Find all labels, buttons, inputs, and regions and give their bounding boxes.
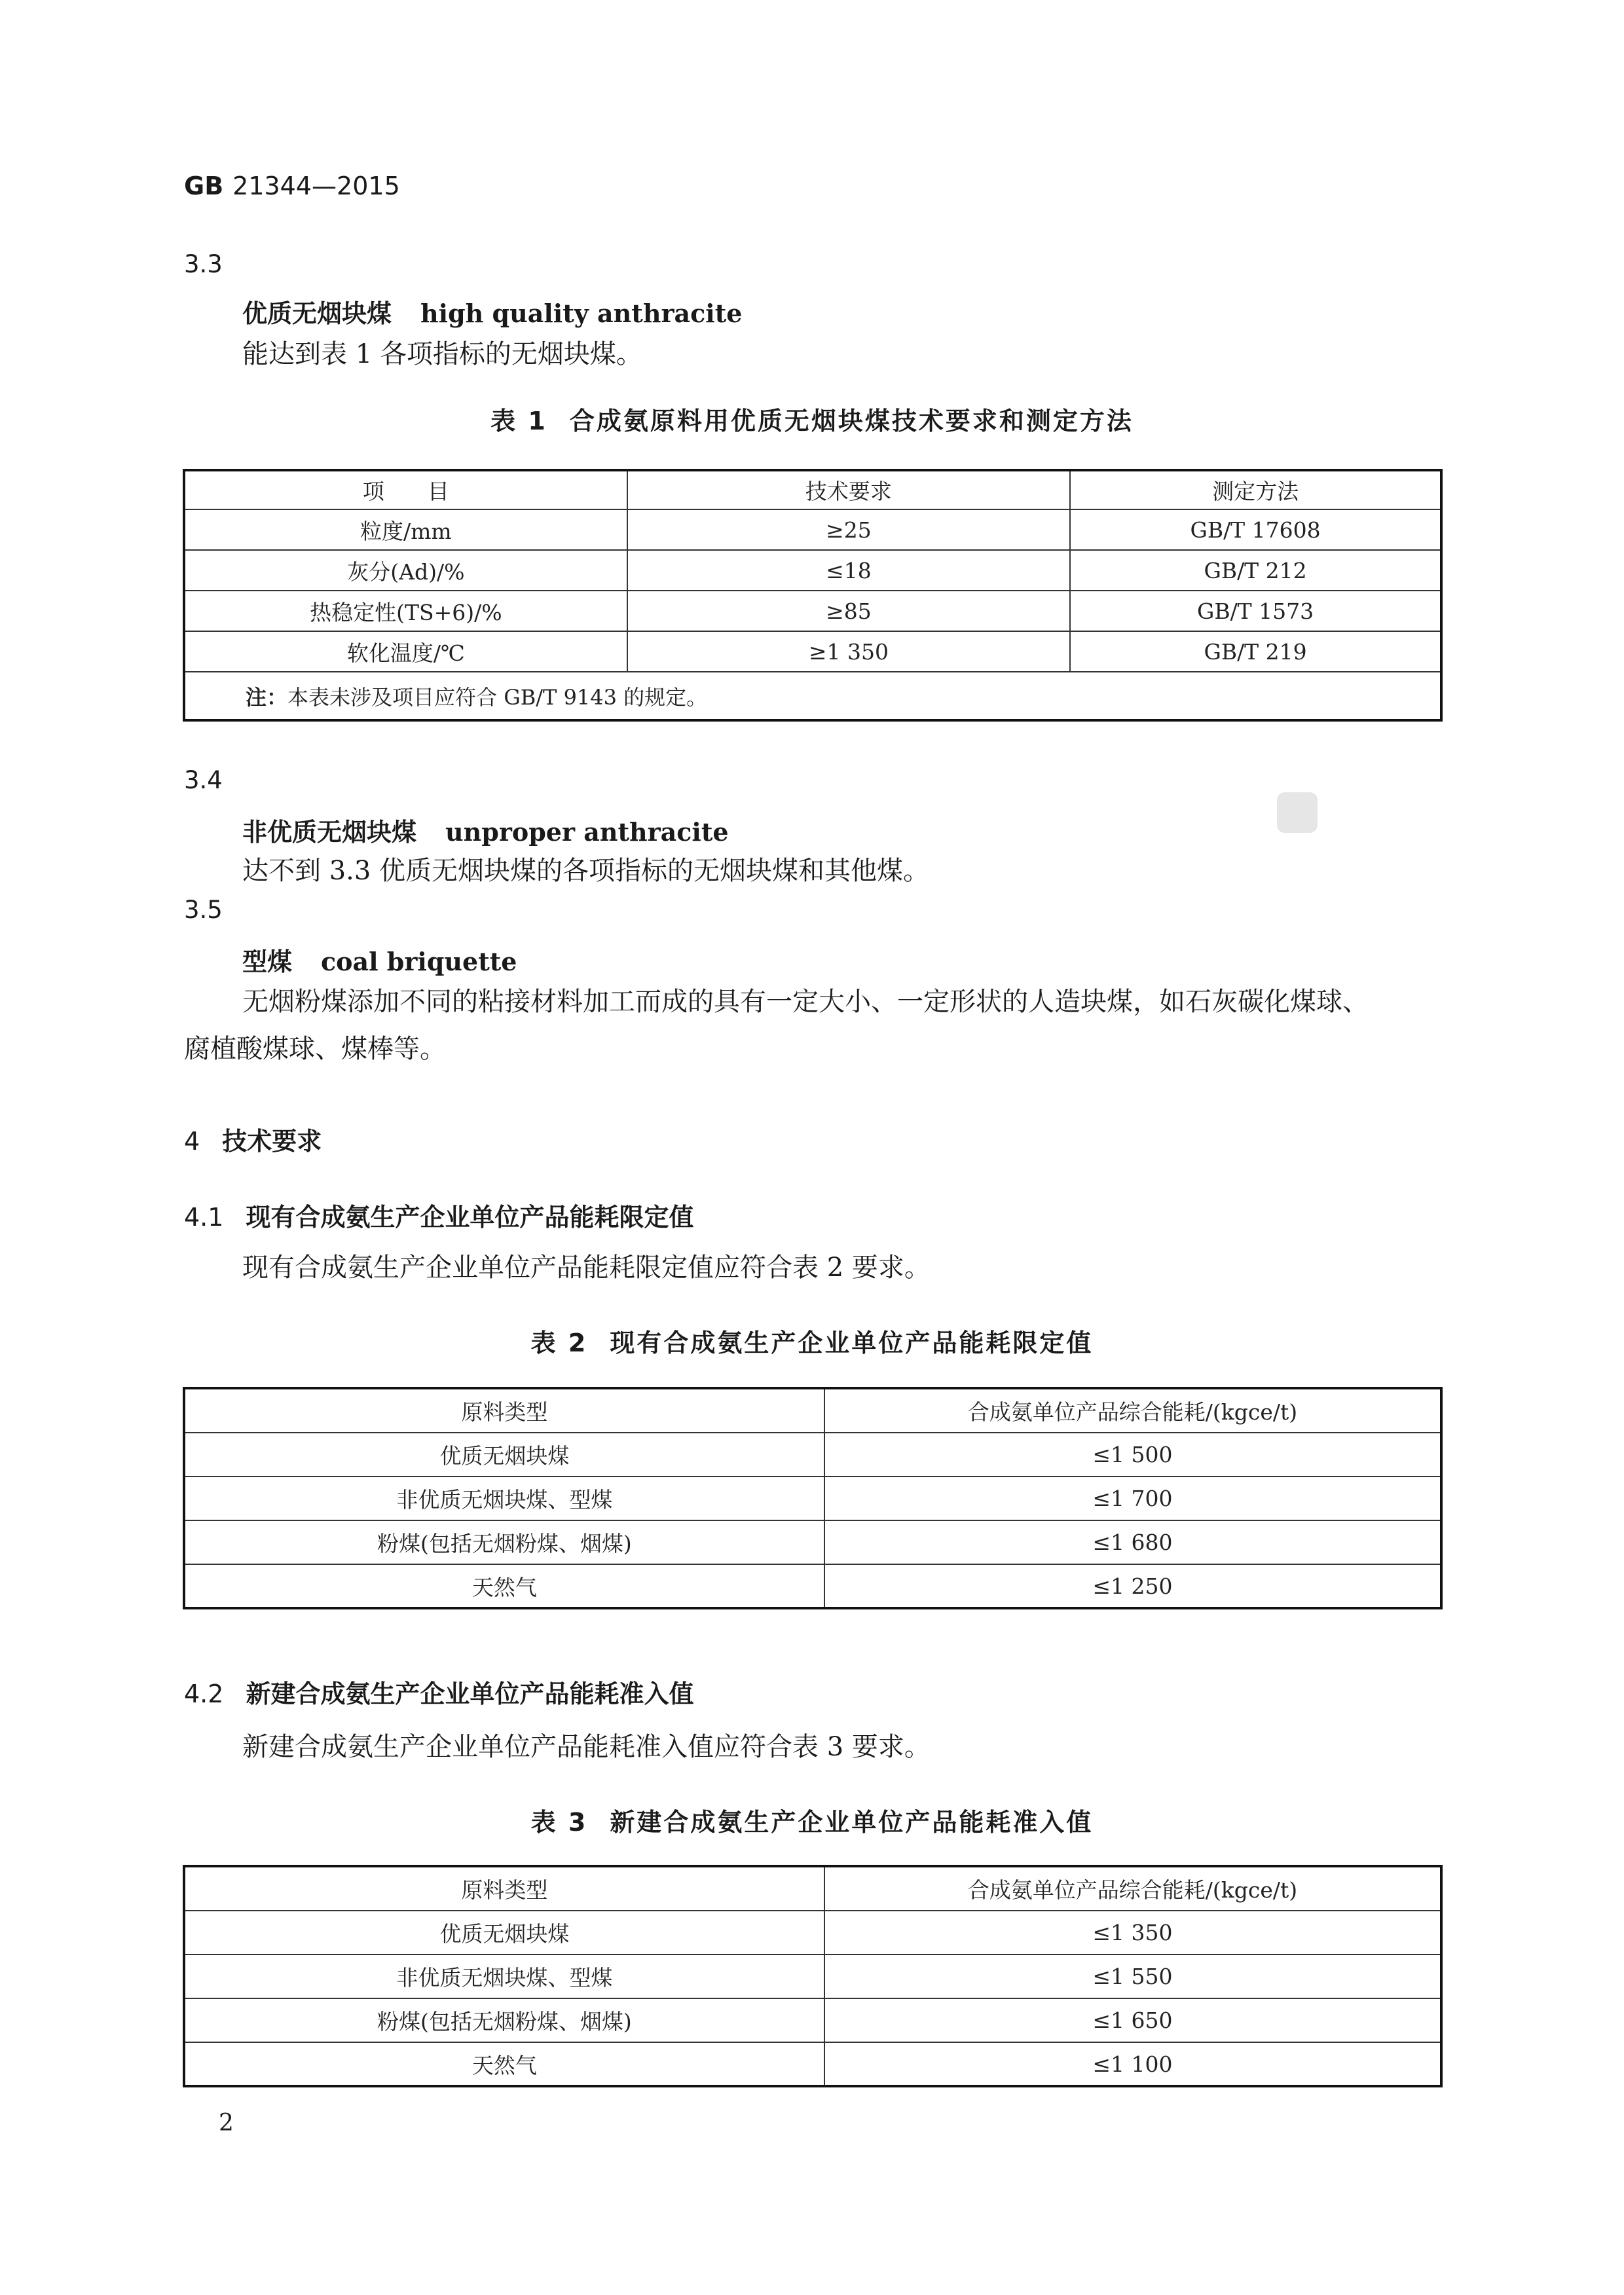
table2-title: 现有合成氨生产企业单位产品能耗限定值 — [610, 1329, 1094, 1357]
section-4-1-heading — [184, 1197, 693, 1233]
table-row — [184, 1955, 1441, 1998]
term-zh: 型煤 — [242, 947, 293, 976]
clause-3-5-definition-line2: 腐植酸煤球、煤棒等。 — [184, 1034, 446, 1064]
table3 — [183, 1865, 1443, 2087]
table-cell: 软化温度/℃ — [184, 631, 627, 672]
standard-prefix: GB — [184, 172, 224, 200]
section-title: 新建合成氨生产企业单位产品能耗准入值 — [246, 1680, 694, 1708]
clause-3-4-definition: 达不到 3.3 优质无烟块煤的各项指标的无烟块煤和其他煤。 — [242, 856, 930, 886]
section-number: 4.2 — [184, 1680, 224, 1708]
section-4-2-text: 新建合成氨生产企业单位产品能耗准入值应符合表 3 要求。 — [242, 1732, 931, 1762]
section-4-2-heading — [184, 1674, 693, 1710]
table-cell: ≤1 700 — [824, 1477, 1441, 1520]
table2-label: 表 2 — [530, 1329, 588, 1357]
table-cell: 优质无烟块煤 — [184, 1911, 824, 1955]
table3-header-cell: 原料类型 — [184, 1866, 824, 1911]
term-en: high quality anthracite — [420, 299, 743, 328]
table-cell: ≤1 100 — [824, 2042, 1441, 2086]
note-label: 注： — [246, 684, 288, 710]
table-cell: 灰分(Ad)/% — [184, 550, 627, 591]
table-row — [184, 509, 1441, 550]
table-row — [184, 631, 1441, 672]
table-row — [184, 591, 1441, 631]
clause-3-3-number: 3.3 — [184, 250, 223, 278]
table-cell: GB/T 219 — [1070, 631, 1441, 672]
table1-note — [184, 672, 1441, 720]
table1 — [183, 469, 1443, 722]
table1-title: 合成氨原料用优质无烟块煤技术要求和测定方法 — [569, 407, 1134, 435]
table-cell: ≤1 500 — [824, 1433, 1441, 1477]
table3-caption — [0, 1802, 1624, 1838]
term-zh: 优质无烟块煤 — [242, 299, 392, 328]
note-text: 本表未涉及项目应符合 GB/T 9143 的规定。 — [287, 684, 708, 710]
table-row — [184, 550, 1441, 591]
table2-header-cell: 原料类型 — [184, 1388, 824, 1433]
clause-3-5-number: 3.5 — [184, 896, 223, 924]
table-cell: 天然气 — [184, 1564, 824, 1608]
table-cell: 粒度/mm — [184, 509, 627, 550]
table1-note-row — [184, 672, 1441, 720]
clause-3-4-number: 3.4 — [184, 766, 223, 794]
clause-3-4-term — [242, 812, 729, 848]
table3-title: 新建合成氨生产企业单位产品能耗准入值 — [610, 1808, 1094, 1837]
table-cell: ≥25 — [627, 509, 1070, 550]
table1-header-cell: 项 目 — [184, 470, 627, 509]
table-cell: ≤1 650 — [824, 1998, 1441, 2042]
table3-header-row — [184, 1866, 1441, 1911]
clause-3-3-definition: 能达到表 1 各项指标的无烟块煤。 — [242, 339, 642, 369]
section-title: 技术要求 — [222, 1127, 322, 1156]
table-cell: 非优质无烟块煤、型煤 — [184, 1477, 824, 1520]
table-cell: 天然气 — [184, 2042, 824, 2086]
table-row — [184, 2042, 1441, 2086]
table-cell: GB/T 17608 — [1070, 509, 1441, 550]
table-cell: ≤1 550 — [824, 1955, 1441, 1998]
section-number: 4.1 — [184, 1203, 224, 1232]
term-en: coal briquette — [321, 947, 517, 976]
table-cell: 热稳定性(TS+6)/% — [184, 591, 627, 631]
table1-label: 表 1 — [490, 407, 547, 435]
table-cell: 粉煤(包括无烟粉煤、烟煤) — [184, 1520, 824, 1564]
table-row — [184, 1998, 1441, 2042]
table1-header-cell: 技术要求 — [627, 470, 1070, 509]
table-cell: ≥1 350 — [627, 631, 1070, 672]
table-cell: 优质无烟块煤 — [184, 1433, 824, 1477]
table1-header-row — [184, 470, 1441, 509]
table-row — [184, 1564, 1441, 1608]
table2-caption — [0, 1323, 1624, 1359]
term-zh: 非优质无烟块煤 — [242, 818, 417, 847]
table3-header-cell: 合成氨单位产品综合能耗/(kgce/t) — [824, 1866, 1441, 1911]
table-cell: GB/T 1573 — [1070, 591, 1441, 631]
table-row — [184, 1520, 1441, 1564]
scan-mark — [1277, 792, 1318, 833]
table-row — [184, 1477, 1441, 1520]
clause-3-5-term — [242, 942, 517, 978]
section-4-1-text: 现有合成氨生产企业单位产品能耗限定值应符合表 2 要求。 — [242, 1253, 931, 1283]
term-en: unproper anthracite — [445, 817, 729, 847]
clause-3-5-definition-line1: 无烟粉煤添加不同的粘接材料加工而成的具有一定大小、一定形状的人造块煤，如石灰碳化煤球、 — [242, 987, 1369, 1017]
standard-code: 21344—2015 — [232, 172, 400, 200]
table2 — [183, 1387, 1443, 1609]
table2-header-cell: 合成氨单位产品综合能耗/(kgce/t) — [824, 1388, 1441, 1433]
table-row — [184, 1433, 1441, 1477]
standard-number — [184, 172, 400, 200]
table-cell: 粉煤(包括无烟粉煤、烟煤) — [184, 1998, 824, 2042]
section-4-heading — [184, 1121, 322, 1157]
table-cell: 非优质无烟块煤、型煤 — [184, 1955, 824, 1998]
table3-label: 表 3 — [530, 1808, 588, 1837]
section-title: 现有合成氨生产企业单位产品能耗限定值 — [246, 1203, 694, 1232]
clause-3-3-term — [242, 293, 742, 329]
table-cell: ≤1 350 — [824, 1911, 1441, 1955]
page-number: 2 — [219, 2110, 234, 2137]
table-cell: ≤1 680 — [824, 1520, 1441, 1564]
table-row — [184, 1911, 1441, 1955]
table-cell: GB/T 212 — [1070, 550, 1441, 591]
table-cell: ≤18 — [627, 550, 1070, 591]
table1-header-cell: 测定方法 — [1070, 470, 1441, 509]
section-number: 4 — [184, 1127, 200, 1156]
table-cell: ≥85 — [627, 591, 1070, 631]
table2-header-row — [184, 1388, 1441, 1433]
table-cell: ≤1 250 — [824, 1564, 1441, 1608]
table1-caption — [0, 401, 1624, 437]
